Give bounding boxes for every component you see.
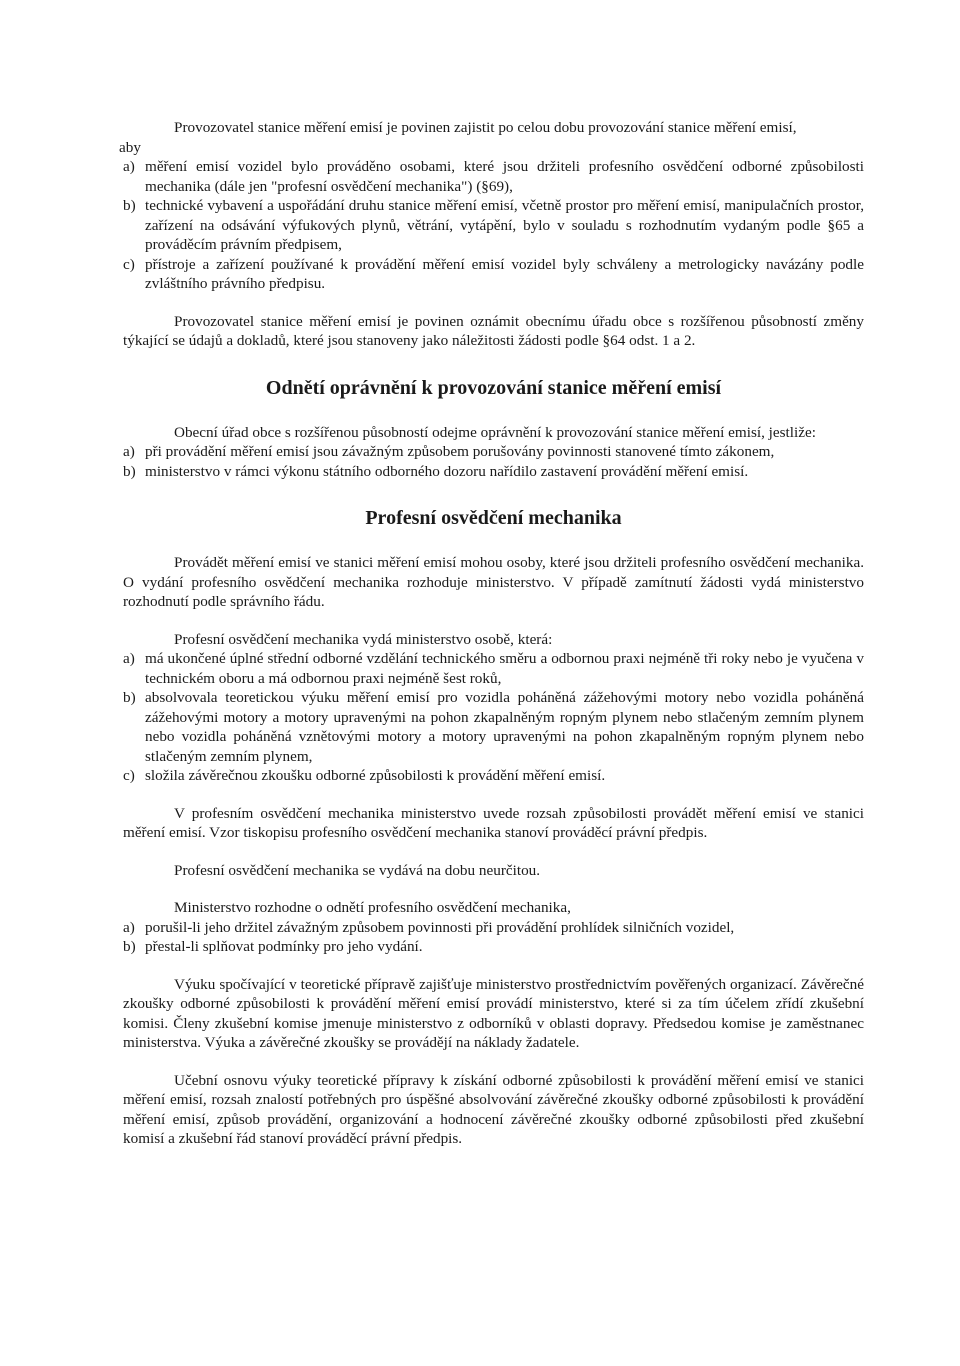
list-item: a) má ukončené úplné střední odborné vzdělání technického směru a odbornou praxi nejméně tři roky nebo je vyučena v technickém oboru a má odbornou praxi nejméně šest roků, (123, 650, 864, 687)
section-heading-certificate: Profesní osvědčení mechanika (365, 507, 622, 529)
list-item: a) měření emisí vozidel bylo prováděno osobami, které jsou držiteli profesního osvědčení odborné způsobilosti mechanika (dále jen "profesní osvědčení mechanika") (§69), (123, 158, 864, 195)
certificate-paragraph-5: Ministerstvo rozhodne o odnětí profesního osvědčení mechanika, (174, 899, 571, 916)
certificate-paragraph-3: V profesním osvědčení mechanika ministerstvo uvede rozsah způsobilosti provádět měření emisí ve stanici měření emisí. Vzor tiskopisu profesního osvědčení mechanika stanoví prováděcí právní předpis. (123, 804, 864, 841)
intro-list (123, 157, 864, 294)
certificate-paragraph-6: Výuku spočívající v teoretické přípravě zajišťuje ministerstvo prostřednictvím pověřených organizací. Závěrečné zkoušky odborné způsobilosti k provádění měření emisí provádí ministerstvo, které si za tím účelem zřídí zkušební komisi. Členy zkušební komise jmenuje ministerstvo z odborníků v oblasti dopravy. Předsedou komise je zaměstnanec ministerstva. Výuka a závěrečné zkoušky se provádějí na náklady žadatele. (123, 975, 864, 1051)
section-heading-revocation: Odnětí oprávnění k provozování stanice měření emisí (265, 376, 722, 399)
certificate-paragraph-7: Učební osnovu výuky teoretické přípravy k získání odborné způsobilosti k provádění měření emisí ve stanici měření emisí, rozsah znalostí potřebných pro úspěšné absolvování závěrečné zkoušky odborné způsobilosti k provádění měření emisí, způsob provádění, organizování a hodnocení závěrečné zkoušky odborné způsobilosti před zkušební komisí a zkušební řád stanoví prováděcí právní předpis. (123, 1071, 864, 1147)
list-item: b) absolvovala teoretickou výuku měření emisí pro vozidla poháněná zážehovými motory nebo vozidla poháněná zážehovými motory a motory upravenými na pohon zkapalněným ropným plynem nebo stlačeným zemním plynem nebo vozidla poháněná vznětovými motory a motory upravenými na pohon zkapalněným ropným plynem nebo stlačeným zemním plynem, (123, 689, 864, 765)
certificate-paragraph-4: Profesní osvědčení mechanika se vydává na dobu neurčitou. (174, 861, 541, 879)
list-item: c) přístroje a zařízení používané k provádění měření emisí vozidel byly schváleny a metrologicky navázány podle zvláštního právního předpisu. (123, 255, 864, 292)
list-item: a) při provádění měření emisí jsou závažným způsobem porušovány povinnosti stanovené tímto zákonem, (123, 443, 775, 460)
certificate-paragraph-1: Provádět měření emisí ve stanici měření emisí mohou osoby, které jsou držiteli profesního osvědčení mechanika. O vydání profesního osvědčení mechanika rozhoduje ministerstvo. V případě zamítnutí žádosti vydá ministerstvo rozhodnutí podle správního řádu. (123, 554, 864, 610)
intro-paragraph: Provozovatel stanice měření emisí je povinen zajistit po celou dobu provozování stanice měření emisí, (174, 119, 797, 136)
revocation-paragraph: Obecní úřad obce s rozšířenou působností odejme oprávnění k provozování stanice měření emisí, jestliže: (174, 423, 816, 441)
certificate-conditions-list (123, 649, 864, 786)
list-item: b) ministerstvo v rámci výkonu státního odborného dozoru nařídilo zastavení provádění měření emisí. (123, 462, 749, 480)
certificate-paragraph-2: Profesní osvědčení mechanika vydá ministerstvo osobě, která: (174, 630, 553, 648)
intro-aby: aby (119, 138, 141, 156)
certificate-revocation-list (123, 918, 864, 957)
list-item: b) přestal-li splňovat podmínky pro jeho vydání. (123, 938, 423, 955)
notice-paragraph: Provozovatel stanice měření emisí je povinen oznámit obecnímu úřadu obce s rozšířenou působností změny týkající se údajů a dokladů, které jsou stanoveny jako náležitosti žádosti podle §64 odst. 1 a 2. (123, 312, 864, 349)
list-item: a) porušil-li jeho držitel závažným způsobem povinnosti při provádění prohlídek silničních vozidel, (123, 918, 735, 936)
revocation-list (123, 442, 864, 481)
list-item: c) složila závěrečnou zkoušku odborné způsobilosti k provádění měření emisí. (123, 767, 606, 784)
list-item: b) technické vybavení a uspořádání druhu stanice měření emisí, včetně prostor pro měření emisí, manipulačních prostor, zařízení na odsávání výfukových plynů, větrání, vytápění, bylo v souladu s rozhodnutím vydaným podle §65 a prováděcím právním předpisem, (123, 197, 864, 253)
